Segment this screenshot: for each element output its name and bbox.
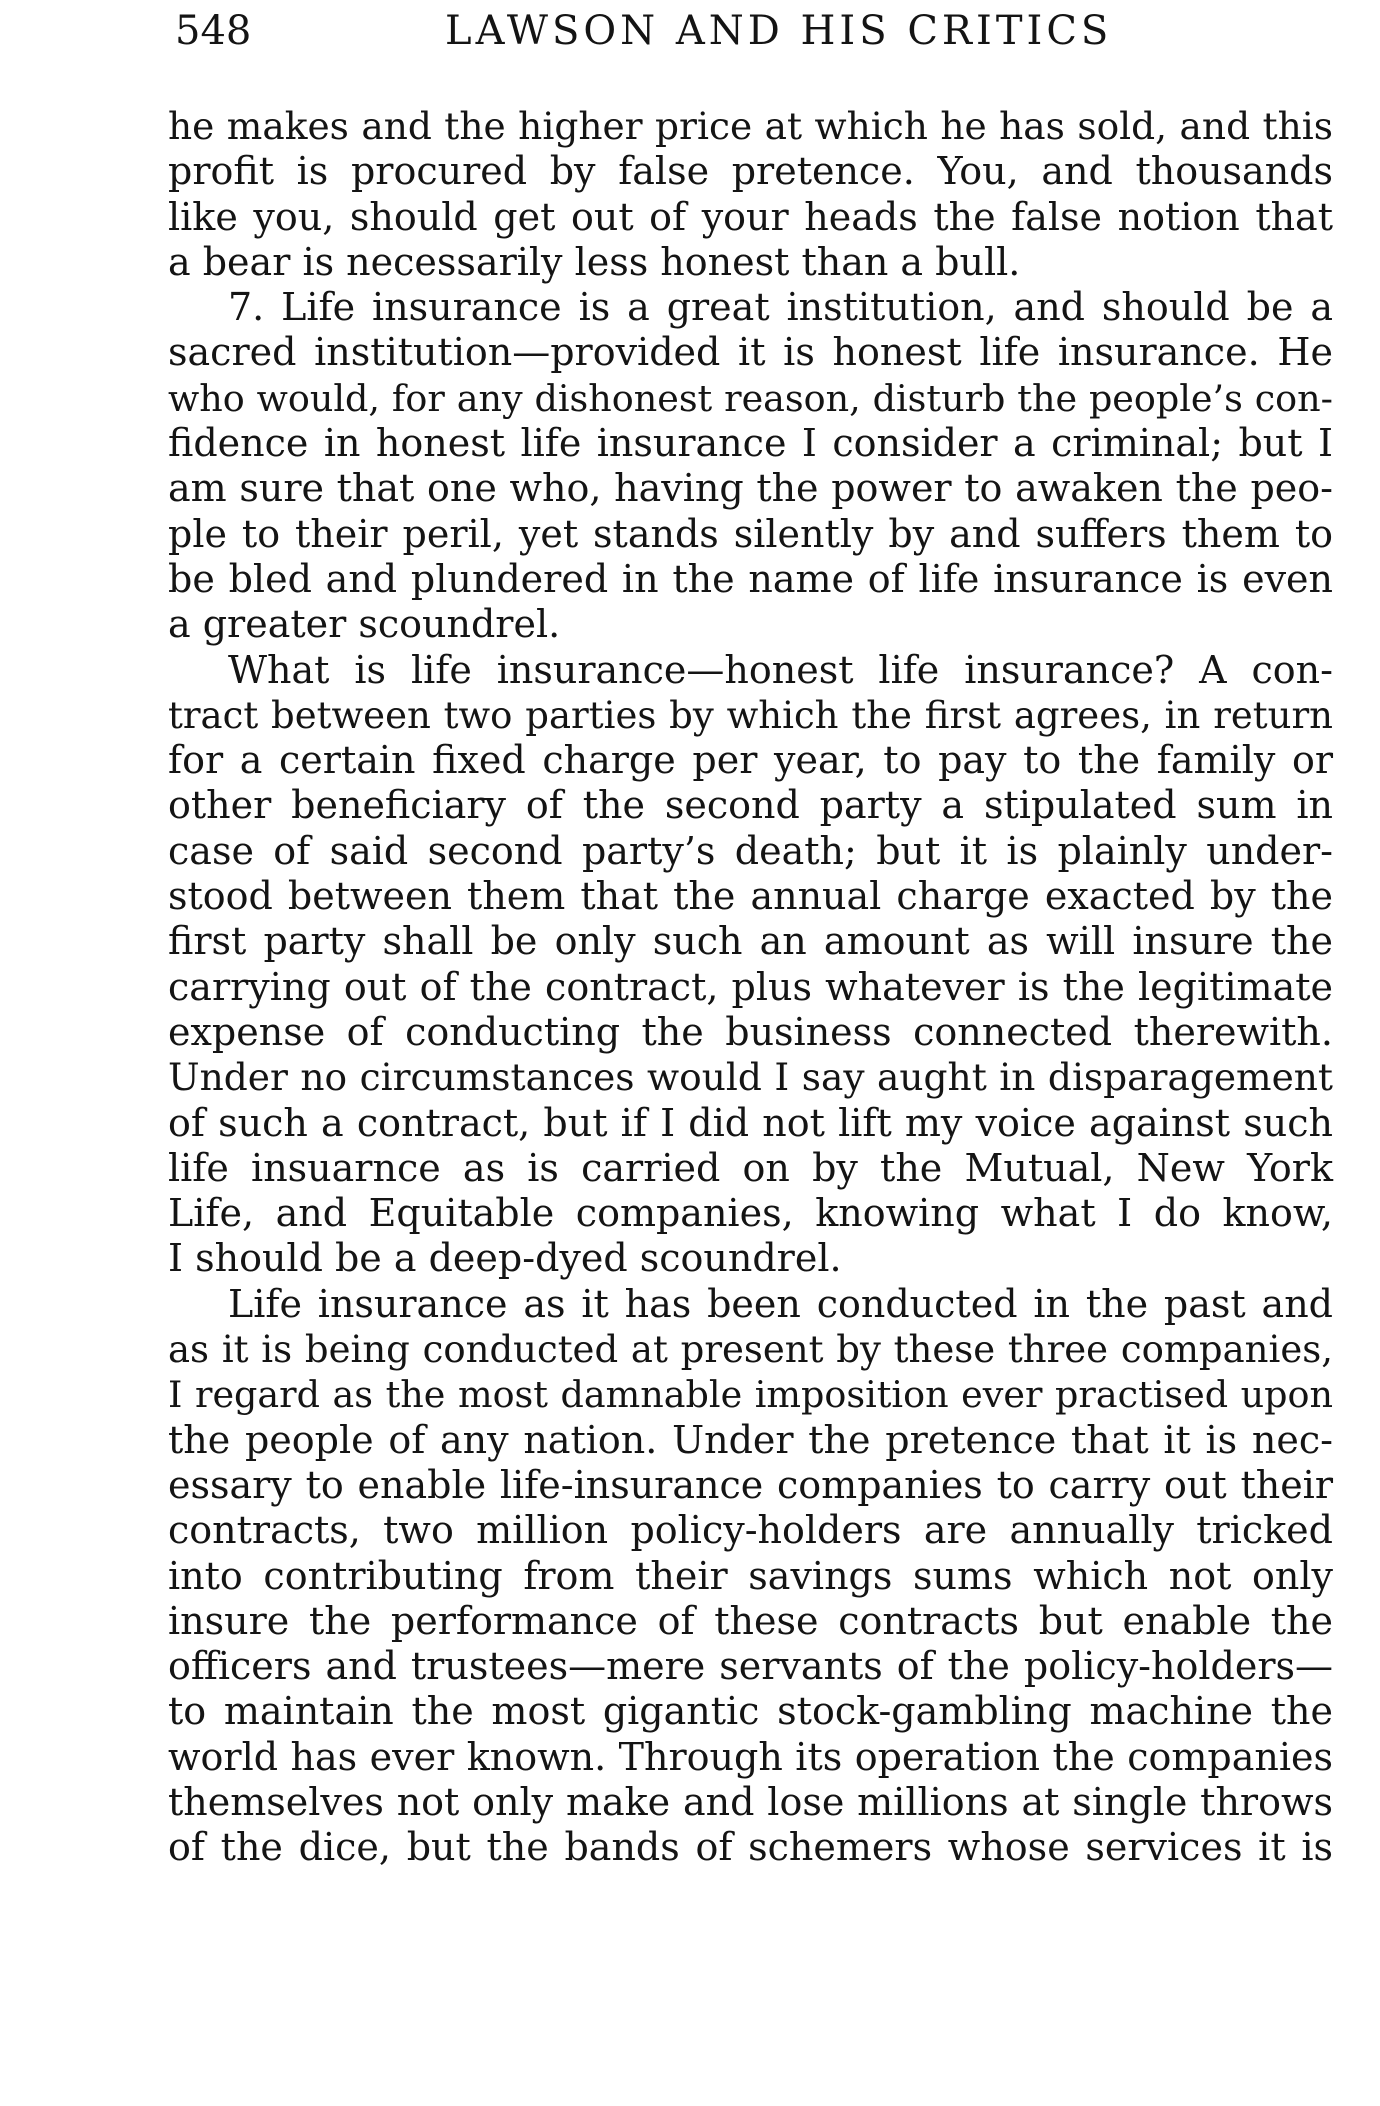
text-line: case of said second party’s death; but it is plainly under- [168, 828, 1333, 873]
text-line: a greater scoundrel. [168, 602, 561, 647]
body-text [168, 104, 1333, 1871]
text-line: 7. Life insurance is a great institution, and should be a [228, 285, 1333, 330]
text-line: to maintain the most gigantic stock-gambling machine the [168, 1689, 1333, 1734]
text-line: tract between two parties by which the first agrees, in return [168, 693, 1333, 737]
text-line: carrying out of the contract, plus whatever is the legitimate [168, 964, 1333, 1009]
text-line: into contributing from their savings sums which not only [168, 1553, 1333, 1598]
text-line: a bear is necessarily less honest than a bull. [168, 239, 1021, 284]
text-line: sacred institution—provided it is honest life insurance. He [168, 330, 1333, 375]
text-line: I should be a deep-dyed scoundrel. [168, 1236, 842, 1281]
text-line: of the dice, but the bands of schemers whose services it is [168, 1825, 1333, 1870]
text-line: expense of conducting the business connected therewith. [168, 1009, 1333, 1054]
page-header [175, 8, 1325, 58]
text-line: insure the performance of these contracts but enable the [168, 1598, 1333, 1643]
text-line: themselves not only make and lose millions at single throws [168, 1779, 1333, 1824]
text-line: life insuarnce as is carried on by the Mutual, New York [168, 1145, 1333, 1190]
text-line: be bled and plundered in the name of life insurance is even [168, 556, 1333, 601]
text-line: the people of any nation. Under the pretence that it is nec- [168, 1417, 1333, 1462]
text-line: contracts, two million policy-holders are annually tricked [168, 1508, 1333, 1553]
text-line: fidence in honest life insurance I consider a criminal; but I [168, 421, 1333, 466]
text-line: like you, should get out of your heads the false notion that [168, 194, 1333, 239]
text-line: of such a contract, but if I did not lift my voice against such [168, 1100, 1333, 1145]
page-number: 548 [175, 8, 252, 54]
text-line: officers and trustees—mere servants of the policy-holders— [168, 1644, 1333, 1689]
text-line: essary to enable life-insurance companies to carry out their [168, 1462, 1333, 1507]
text-line: for a certain fixed charge per year, to pay to the family or [168, 738, 1333, 783]
text-line: stood between them that the annual charge exacted by the [168, 874, 1333, 919]
text-line: ple to their peril, yet stands silently by and suffers them to [168, 511, 1333, 556]
text-line: I regard as the most damnable imposition ever practised upon [168, 1373, 1333, 1417]
text-line: he makes and the higher price at which he has sold, and this [168, 104, 1333, 148]
text-line: What is life insurance—honest life insurance? A con- [228, 647, 1333, 692]
text-line: profit is procured by false pretence. You, and thousands [168, 149, 1333, 194]
text-line: Under no circumstances would I say aught in disparagement [168, 1055, 1333, 1100]
text-line: world has ever known. Through its operation the companies [168, 1734, 1333, 1779]
text-line: Life insurance as it has been conducted in the past and [228, 1281, 1333, 1326]
text-line: who would, for any dishonest reason, disturb the people’s con- [168, 376, 1333, 420]
text-line: first party shall be only such an amount as will insure the [168, 919, 1333, 964]
text-line: as it is being conducted at present by these three companies, [168, 1328, 1333, 1372]
text-line: Life, and Equitable companies, knowing what I do know, [168, 1191, 1333, 1236]
text-line: am sure that one who, having the power to awaken the peo- [168, 466, 1333, 511]
running-title: LAWSON AND HIS CRITICS [445, 8, 1113, 54]
text-line: other beneficiary of the second party a stipulated sum in [168, 783, 1333, 828]
